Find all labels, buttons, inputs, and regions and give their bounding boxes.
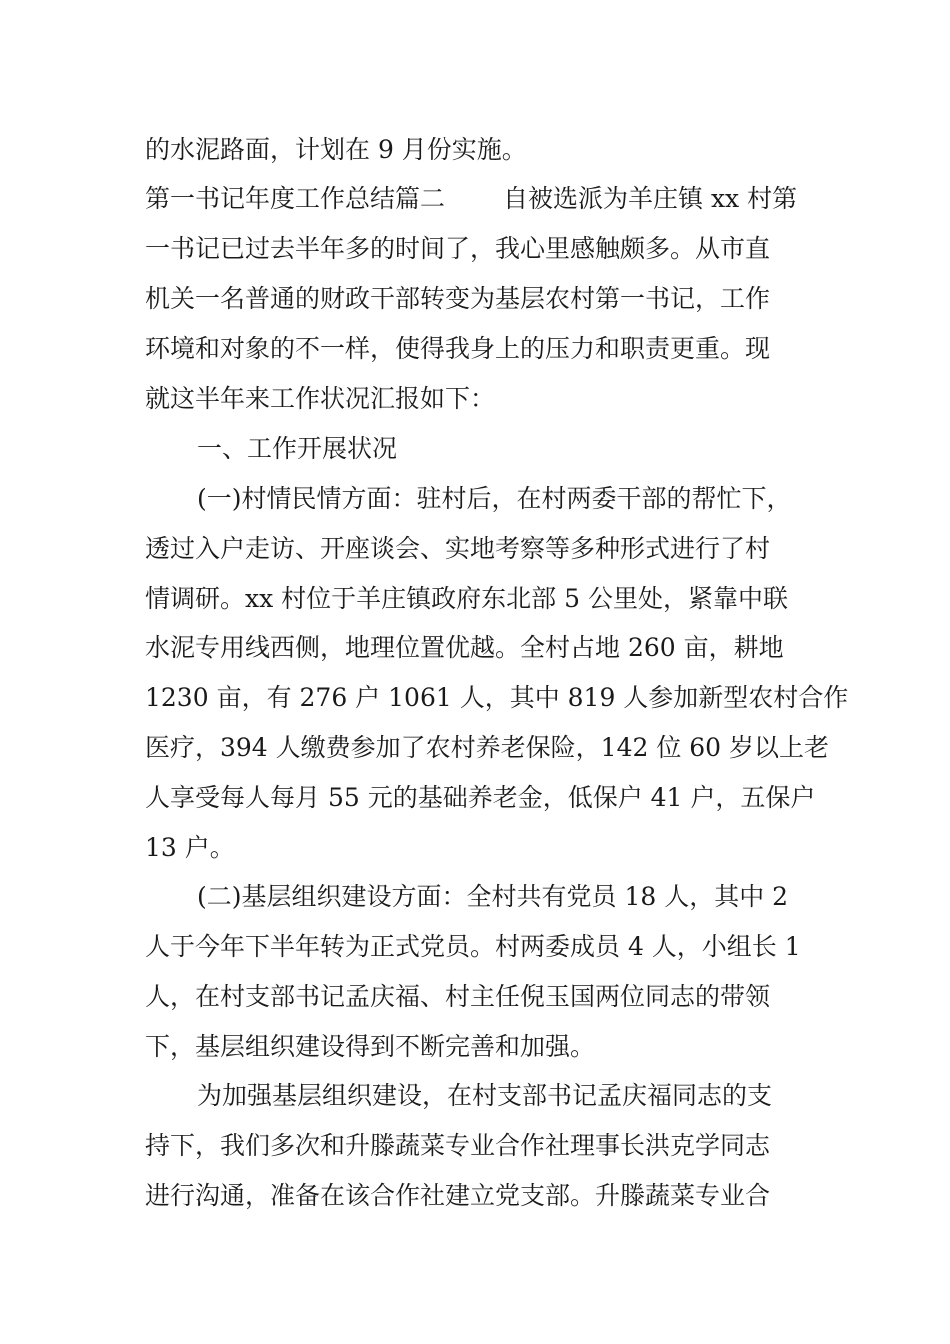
text-line: 进行沟通，准备在该合作社建立党支部。升滕蔬菜专业合 <box>145 1181 771 1210</box>
text-line: (一)村情民情方面：驻村后，在村两委干部的帮忙下， <box>197 484 792 513</box>
text-line: 就这半年来工作状况汇报如下： <box>145 384 496 413</box>
section-heading: 一、工作开展状况 <box>197 434 398 463</box>
text-line: 人，在村支部书记孟庆福、村主任倪玉国两位同志的带领 <box>145 982 771 1011</box>
text-line <box>145 174 825 224</box>
text-line: 医疗，394 人缴费参加了农村养老保险，142 位 60 岁以上老 <box>145 733 830 762</box>
text-line: 机关一名普通的财政干部转变为基层农村第一书记，工作 <box>145 284 771 313</box>
text-line: 为加强基层组织建设，在村支部书记孟庆福同志的支 <box>197 1081 773 1110</box>
text-line: 下，基层组织建设得到不断完善和加强。 <box>145 1032 596 1061</box>
text-line-segment: 自被选派为羊庄镇 xx 村第 <box>503 184 798 213</box>
text-line: 透过入户走访、开座谈会、实地考察等多种形式进行了村 <box>145 534 771 563</box>
text-line: 情调研。xx 村位于羊庄镇政府东北部 5 公里处，紧靠中联 <box>145 584 788 613</box>
text-line: 13 户。 <box>145 833 235 862</box>
text-line: (二)基层组织建设方面：全村共有党员 18 人，其中 2 <box>197 882 789 911</box>
text-line: 持下，我们多次和升滕蔬菜专业合作社理事长洪克学同志 <box>145 1131 771 1160</box>
text-line: 一书记已过去半年多的时间了，我心里感触颇多。从市直 <box>145 234 771 263</box>
text-line: 1230 亩，有 276 户 1061 人，其中 819 人参加新型农村合作 <box>145 683 849 712</box>
text-line: 人于今年下半年转为正式党员。村两委成员 4 人，小组长 1 <box>145 932 801 961</box>
text-line: 环境和对象的不一样，使得我身上的压力和职责更重。现 <box>145 334 771 363</box>
text-line: 水泥专用线西侧，地理位置优越。全村占地 260 亩，耕地 <box>145 633 784 662</box>
text-line: 的水泥路面，计划在 9 月份实施。 <box>145 135 527 164</box>
section-title: 第一书记年度工作总结篇二 <box>145 184 446 213</box>
text-line: 人享受每人每月 55 元的基础养老金，低保户 41 户，五保户 <box>145 783 816 812</box>
